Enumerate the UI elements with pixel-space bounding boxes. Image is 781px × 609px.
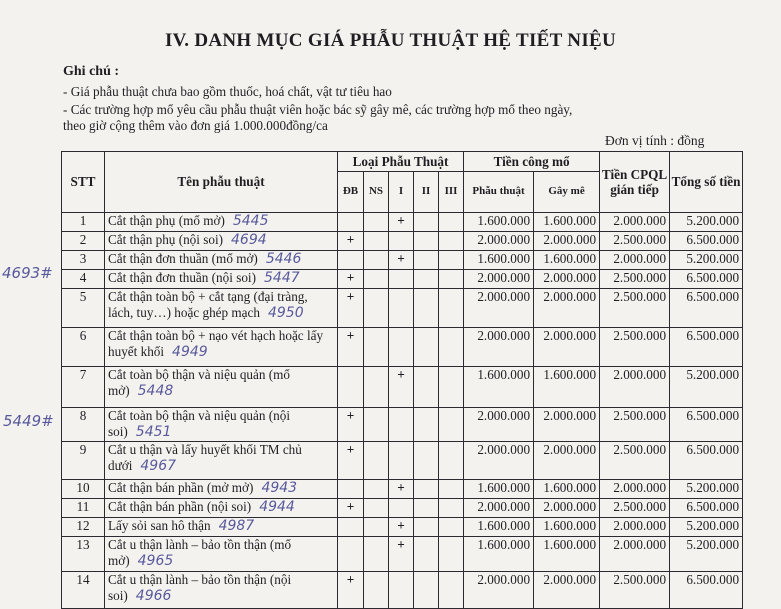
cell-cpql: 2.500.000 [600, 499, 670, 518]
cell-surgery: 2.000.000 [464, 499, 534, 518]
procedure-name: Cắt thận bán phần (mở mở) [108, 480, 254, 495]
header-surgery: Phẫu thuật [464, 172, 534, 213]
cell-stt: 1 [62, 213, 105, 232]
cell-i: + [389, 518, 414, 537]
procedure-name: Cắt thận bán phần (nội soi) [108, 499, 252, 514]
cell-i [389, 499, 414, 518]
cell-i [389, 328, 414, 367]
cell-iii [439, 537, 464, 572]
handwritten-code: 4943 [261, 480, 298, 496]
cell-ns [364, 328, 389, 367]
cell-iii [439, 499, 464, 518]
cell-stt: 14 [62, 572, 105, 609]
cell-ns [364, 367, 389, 408]
table-row [62, 270, 743, 289]
cell-i: + [389, 251, 414, 270]
cell-cpql: 2.500.000 [600, 270, 670, 289]
cell-ii [414, 367, 439, 408]
header-db: ĐB [338, 172, 364, 213]
handwritten-code: 4944 [259, 499, 295, 515]
cell-ns [364, 499, 389, 518]
procedure-name: Cắt thận toàn bộ + cắt tạng (đại tràng, lách, tuy…) hoặc ghép mạch [108, 289, 308, 320]
cell-stt: 7 [62, 367, 105, 408]
cell-anesthesia: 2.000.000 [534, 408, 600, 442]
cell-ii [414, 442, 439, 480]
cell-stt: 8 [62, 408, 105, 442]
cell-surgery: 2.000.000 [464, 270, 534, 289]
table-row [62, 572, 743, 609]
cell-anesthesia: 1.600.000 [534, 518, 600, 537]
handwritten-code: 5451 [135, 423, 172, 440]
cell-db [338, 367, 364, 408]
handwritten-code: 4967 [140, 457, 177, 474]
cell-stt: 12 [62, 518, 105, 537]
cell-total: 5.200.000 [670, 537, 743, 572]
procedure-name: Cắt thận phụ (nội soi) [108, 232, 224, 247]
table-row [62, 480, 743, 499]
cell-anesthesia: 2.000.000 [534, 499, 600, 518]
cell-anesthesia: 2.000.000 [534, 270, 600, 289]
cell-anesthesia: 2.000.000 [534, 232, 600, 251]
table-row [62, 499, 743, 518]
price-table [61, 151, 743, 609]
header-anesthesia: Gây mê [534, 172, 600, 213]
cell-db: + [338, 232, 364, 251]
cell-ii [414, 480, 439, 499]
handwritten-code: 4949 [172, 343, 208, 360]
cell-i: + [389, 480, 414, 499]
cell-db: + [338, 408, 364, 442]
cell-anesthesia: 2.000.000 [534, 328, 600, 367]
cell-ii [414, 518, 439, 537]
handwritten-code: 4694 [231, 232, 267, 248]
cell-ii [414, 572, 439, 609]
cell-stt: 10 [62, 480, 105, 499]
cell-surgery: 1.600.000 [464, 367, 534, 408]
procedure-name: Cắt toàn bộ thận và niệu quản (nội soi) [108, 408, 291, 439]
margin-note-1: 4693# [2, 264, 53, 282]
cell-surgery: 2.000.000 [464, 289, 534, 328]
cell-surgery: 1.600.000 [464, 537, 534, 572]
table-row [62, 408, 743, 442]
cell-ii [414, 499, 439, 518]
table-row [62, 328, 743, 367]
cell-ns [364, 480, 389, 499]
cell-iii [439, 572, 464, 609]
cell-cpql: 2.500.000 [600, 289, 670, 328]
cell-db: + [338, 499, 364, 518]
cell-total: 5.200.000 [670, 480, 743, 499]
cell-iii [439, 408, 464, 442]
cell-surgery: 1.600.000 [464, 480, 534, 499]
cell-stt: 6 [62, 328, 105, 367]
cell-ii [414, 289, 439, 328]
procedure-name: Cắt u thận và lấy huyết khối TM chủ dưới [108, 442, 302, 473]
cell-total: 6.500.000 [670, 408, 743, 442]
cell-total: 5.200.000 [670, 367, 743, 408]
cell-ns [364, 232, 389, 251]
cell-iii [439, 367, 464, 408]
cell-i [389, 270, 414, 289]
cell-ii [414, 270, 439, 289]
cell-db [338, 480, 364, 499]
cell-cpql: 2.500.000 [600, 408, 670, 442]
cell-total: 5.200.000 [670, 518, 743, 537]
procedure-name: Cắt thận đơn thuần (nội soi) [108, 270, 256, 285]
cell-cpql: 2.000.000 [600, 537, 670, 572]
cell-db: + [338, 289, 364, 328]
cell-surgery: 2.000.000 [464, 328, 534, 367]
procedure-name: Cắt thận toàn bộ + nạo vét hạch hoặc lấy huyết khối [108, 328, 324, 359]
cell-ii [414, 251, 439, 270]
cell-iii [439, 289, 464, 328]
cell-ii [414, 328, 439, 367]
table-row [62, 518, 743, 537]
cell-ns [364, 270, 389, 289]
cell-iii [439, 480, 464, 499]
header-name: Tên phẫu thuật [105, 152, 338, 213]
handwritten-code: 4965 [137, 552, 174, 569]
cell-db: + [338, 442, 364, 480]
cell-name [105, 499, 338, 518]
cell-i: + [389, 367, 414, 408]
cell-iii [439, 232, 464, 251]
procedure-name: Cắt thận phụ (mổ mở) [108, 213, 225, 228]
cell-surgery: 2.000.000 [464, 572, 534, 609]
cell-iii [439, 270, 464, 289]
procedure-name: Lấy sỏi san hô thận [108, 518, 211, 533]
procedure-name: Cắt u thận lành – bảo tồn thận (nội soi) [108, 572, 292, 603]
cell-surgery: 2.000.000 [464, 442, 534, 480]
cell-iii [439, 328, 464, 367]
cell-db: + [338, 270, 364, 289]
procedure-name: Cắt u thận lành – bảo tồn thận (mổ mở) [108, 537, 292, 568]
unit-label: Đơn vị tính : đồng [605, 133, 705, 148]
cell-ii [414, 408, 439, 442]
header-stt: STT [62, 152, 105, 213]
table-row [62, 289, 743, 328]
cell-surgery: 1.600.000 [464, 213, 534, 232]
table-row [62, 537, 743, 572]
header-total: Tổng số tiền [670, 152, 743, 213]
cell-i: + [389, 213, 414, 232]
cell-stt: 4 [62, 270, 105, 289]
cell-name [105, 572, 338, 609]
cell-ns [364, 289, 389, 328]
cell-name [105, 408, 338, 442]
cell-name [105, 367, 338, 408]
cell-anesthesia: 2.000.000 [534, 442, 600, 480]
note-line-2: - Các trường hợp mổ yêu cầu phẫu thuật viên hoặc bác sỹ gây mê, các trường hợp mổ theo ngày, [63, 102, 573, 117]
header-type-group: Loại Phẫu Thuật [338, 152, 464, 172]
cell-i: + [389, 537, 414, 572]
cell-surgery: 1.600.000 [464, 518, 534, 537]
cell-i [389, 289, 414, 328]
cell-iii [439, 442, 464, 480]
cell-total: 5.200.000 [670, 251, 743, 270]
cell-ns [364, 572, 389, 609]
cell-ii [414, 213, 439, 232]
note-line-3: theo giờ cộng thêm vào đơn giá 1.000.000đồng/ca [63, 118, 328, 133]
header-i: I [389, 172, 414, 213]
cell-stt: 5 [62, 289, 105, 328]
table-row [62, 442, 743, 480]
cell-cpql: 2.000.000 [600, 367, 670, 408]
cell-stt: 3 [62, 251, 105, 270]
cell-name [105, 518, 338, 537]
cell-stt: 9 [62, 442, 105, 480]
cell-cpql: 2.000.000 [600, 480, 670, 499]
margin-note-2: 5449# [3, 412, 54, 430]
cell-stt: 2 [62, 232, 105, 251]
cell-name [105, 480, 338, 499]
cell-total: 6.500.000 [670, 289, 743, 328]
notes-heading: Ghi chú : [63, 64, 120, 79]
procedure-name: Cắt toàn bộ thận và niệu quản (mổ mở) [108, 367, 291, 398]
procedure-name: Cắt thận đơn thuần (mổ mở) [108, 251, 258, 266]
cell-name [105, 213, 338, 232]
cell-iii [439, 518, 464, 537]
cell-ns [364, 408, 389, 442]
cell-ns [364, 537, 389, 572]
cell-ns [364, 213, 389, 232]
cell-total: 6.500.000 [670, 232, 743, 251]
cell-i [389, 572, 414, 609]
handwritten-code: 5447 [264, 270, 300, 286]
cell-anesthesia: 1.600.000 [534, 213, 600, 232]
cell-ns [364, 442, 389, 480]
header-fee-group: Tiền công mổ [464, 152, 600, 172]
cell-name [105, 232, 338, 251]
handwritten-code: 4950 [267, 304, 304, 321]
cell-iii [439, 213, 464, 232]
note-line-1: - Giá phẫu thuật chưa bao gồm thuốc, hoá chất, vật tư tiêu hao [63, 84, 392, 99]
cell-name [105, 270, 338, 289]
cell-stt: 13 [62, 537, 105, 572]
cell-total: 6.500.000 [670, 270, 743, 289]
handwritten-code: 5448 [137, 382, 174, 399]
cell-total: 6.500.000 [670, 328, 743, 367]
cell-db [338, 518, 364, 537]
cell-db [338, 537, 364, 572]
cell-name [105, 289, 338, 328]
cell-iii [439, 251, 464, 270]
handwritten-code: 5446 [265, 251, 302, 267]
header-cpql: Tiền CPQL gián tiếp [600, 152, 670, 213]
handwritten-code: 4966 [135, 587, 172, 604]
cell-ns [364, 518, 389, 537]
cell-name [105, 537, 338, 572]
table-row [62, 232, 743, 251]
cell-name [105, 251, 338, 270]
page-title: IV. DANH MỤC GIÁ PHẪU THUẬT HỆ TIẾT NIỆU [164, 30, 617, 51]
cell-total: 6.500.000 [670, 442, 743, 480]
cell-total: 6.500.000 [670, 572, 743, 609]
cell-name [105, 442, 338, 480]
cell-ii [414, 232, 439, 251]
cell-i [389, 232, 414, 251]
table-row [62, 213, 743, 232]
handwritten-code: 5445 [232, 213, 269, 229]
cell-i [389, 442, 414, 480]
cell-cpql: 2.000.000 [600, 518, 670, 537]
header-iii: III [439, 172, 464, 213]
cell-surgery: 2.000.000 [464, 408, 534, 442]
cell-i [389, 408, 414, 442]
cell-cpql: 2.500.000 [600, 572, 670, 609]
cell-cpql: 2.500.000 [600, 442, 670, 480]
cell-total: 6.500.000 [670, 499, 743, 518]
cell-anesthesia: 1.600.000 [534, 537, 600, 572]
cell-anesthesia: 2.000.000 [534, 572, 600, 609]
header-ii: II [414, 172, 439, 213]
cell-anesthesia: 1.600.000 [534, 251, 600, 270]
cell-db [338, 213, 364, 232]
header-ns: NS [364, 172, 389, 213]
cell-cpql: 2.000.000 [600, 213, 670, 232]
cell-cpql: 2.500.000 [600, 328, 670, 367]
cell-ns [364, 251, 389, 270]
cell-stt: 11 [62, 499, 105, 518]
cell-surgery: 1.600.000 [464, 251, 534, 270]
cell-db: + [338, 328, 364, 367]
cell-db [338, 251, 364, 270]
table-row [62, 251, 743, 270]
cell-ii [414, 537, 439, 572]
cell-anesthesia: 1.600.000 [534, 367, 600, 408]
handwritten-code: 4987 [218, 518, 255, 534]
cell-anesthesia: 2.000.000 [534, 289, 600, 328]
cell-cpql: 2.000.000 [600, 251, 670, 270]
cell-anesthesia: 1.600.000 [534, 480, 600, 499]
cell-name [105, 328, 338, 367]
cell-db: + [338, 572, 364, 609]
table-row [62, 367, 743, 408]
cell-total: 5.200.000 [670, 213, 743, 232]
cell-cpql: 2.500.000 [600, 232, 670, 251]
cell-surgery: 2.000.000 [464, 232, 534, 251]
